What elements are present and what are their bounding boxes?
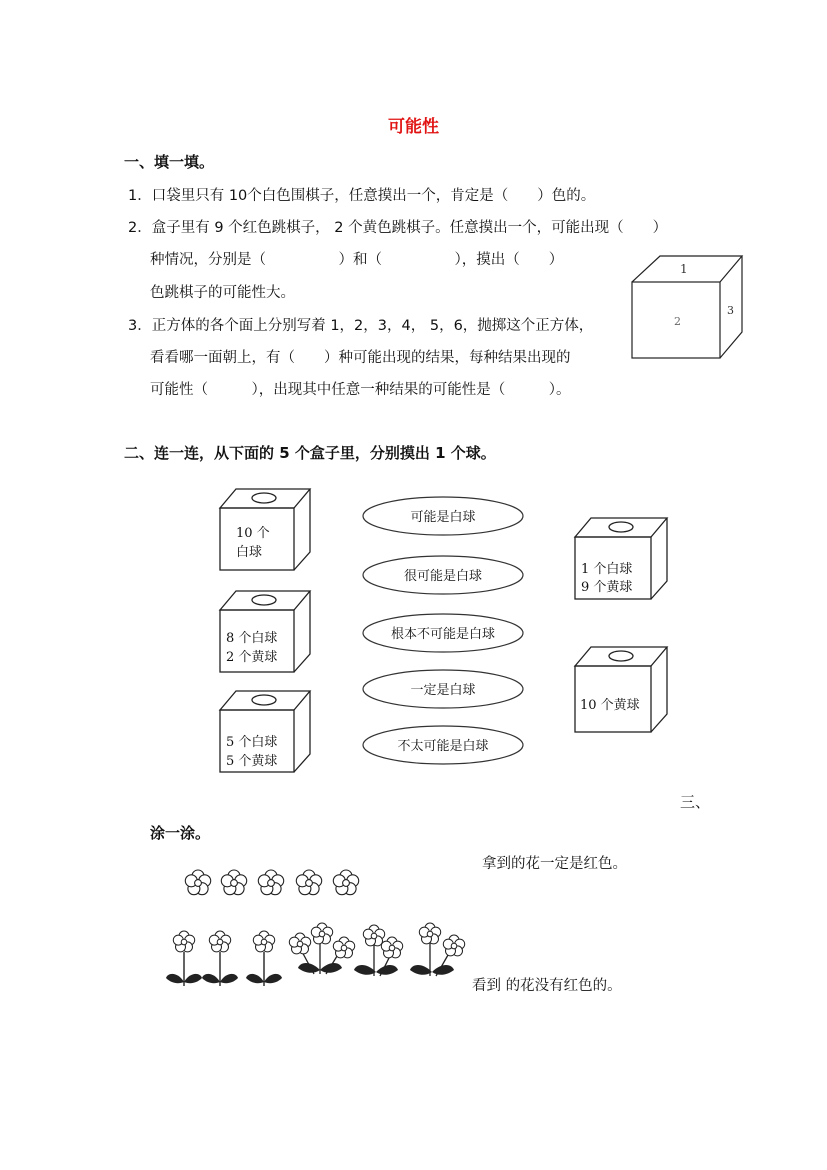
flower-plant-icon[interactable] (166, 931, 202, 986)
flower-cluster-icon[interactable] (354, 925, 403, 976)
oval-label: 很可能是白球 (403, 569, 483, 584)
oval-label: 不太可能是白球 (397, 739, 489, 754)
probability-ovals (360, 494, 528, 768)
question-1: 1．口袋里只有 10个白色围棋子，任意摸出一个，肯定是（ ）色的。 (128, 188, 596, 204)
section3-heading-number: 三、 (680, 793, 711, 811)
question-2-line-2: 种情况，分别是（ ）和（ ），摸出（ ） (150, 252, 564, 268)
flower-plant-icon[interactable] (202, 931, 238, 986)
flower-icon[interactable] (333, 870, 358, 895)
question-3-line-2: 看看哪一面朝上，有（ ）种可能出现的结果，每种结果出现的 (150, 350, 571, 366)
box-label-line-2: 5 个黄球 (226, 754, 278, 769)
question-3-line-3: 可能性（ ），出现其中任意一种结果的可能性是（ ）。 (150, 382, 571, 398)
section3-heading: 涂一涂。 (150, 824, 211, 842)
box-label-line-1: 1 个白球 (581, 562, 633, 577)
oval-label: 根本不可能是白球 (390, 627, 496, 642)
box-label-line-1: 5 个白球 (226, 735, 278, 750)
oval-label: 可能是白球 (410, 510, 476, 525)
page-title: 可能性 (388, 117, 439, 137)
flower-icon[interactable] (221, 870, 246, 895)
box-10-yellow (571, 644, 671, 736)
flower-heads-row (180, 866, 370, 900)
flower-icon[interactable] (258, 870, 283, 895)
section1-heading: 一、填一填。 (124, 153, 215, 171)
question-2-line-1: 2．盒子里有 9 个红色跳棋子， 2 个黄色跳棋子。任意摸出一个，可能出现（ ） (128, 220, 668, 236)
flowers-with-stems (160, 918, 472, 990)
box-label-line-2: 白球 (236, 545, 263, 560)
box-8-white-2-yellow (216, 588, 314, 676)
question-2-line-3: 色跳棋子的可能性大。 (150, 285, 295, 301)
flower-caption-2: 看到 的花没有红色的。 (472, 978, 622, 994)
cube-face-side-label: 3 (727, 304, 734, 317)
flower-plant-icon[interactable] (246, 931, 282, 986)
oval-label: 一定是白球 (410, 683, 476, 698)
flower-icon[interactable] (296, 870, 321, 895)
box-10-white (216, 486, 314, 574)
section2-heading: 二、连一连，从下面的 5 个盒子里，分别摸出 1 个球。 (124, 444, 496, 462)
cube-face-front-label: 2 (674, 315, 681, 328)
box-label-line-1: 10 个黄球 (580, 698, 640, 713)
question-3-line-1: 3．正方体的各个面上分别写着 1，2，3，4， 5，6，抛掷这个正方体， (128, 318, 594, 334)
flower-cluster-icon[interactable] (410, 923, 465, 976)
box-label-line-1: 10 个 (236, 526, 270, 541)
cube-face-top-label: 1 (680, 262, 688, 276)
box-label-line-1: 8 个白球 (226, 631, 278, 646)
box-5-white-5-yellow (216, 688, 314, 776)
flower-caption-1: 拿到的花一定是红色。 (482, 856, 627, 872)
numbered-cube-figure (626, 252, 748, 362)
box-label-line-2: 9 个黄球 (581, 580, 633, 595)
box-label-line-2: 2 个黄球 (226, 650, 278, 665)
flower-icon[interactable] (185, 870, 210, 895)
box-1-white-9-yellow (571, 515, 671, 603)
flower-cluster-icon[interactable] (289, 923, 354, 974)
